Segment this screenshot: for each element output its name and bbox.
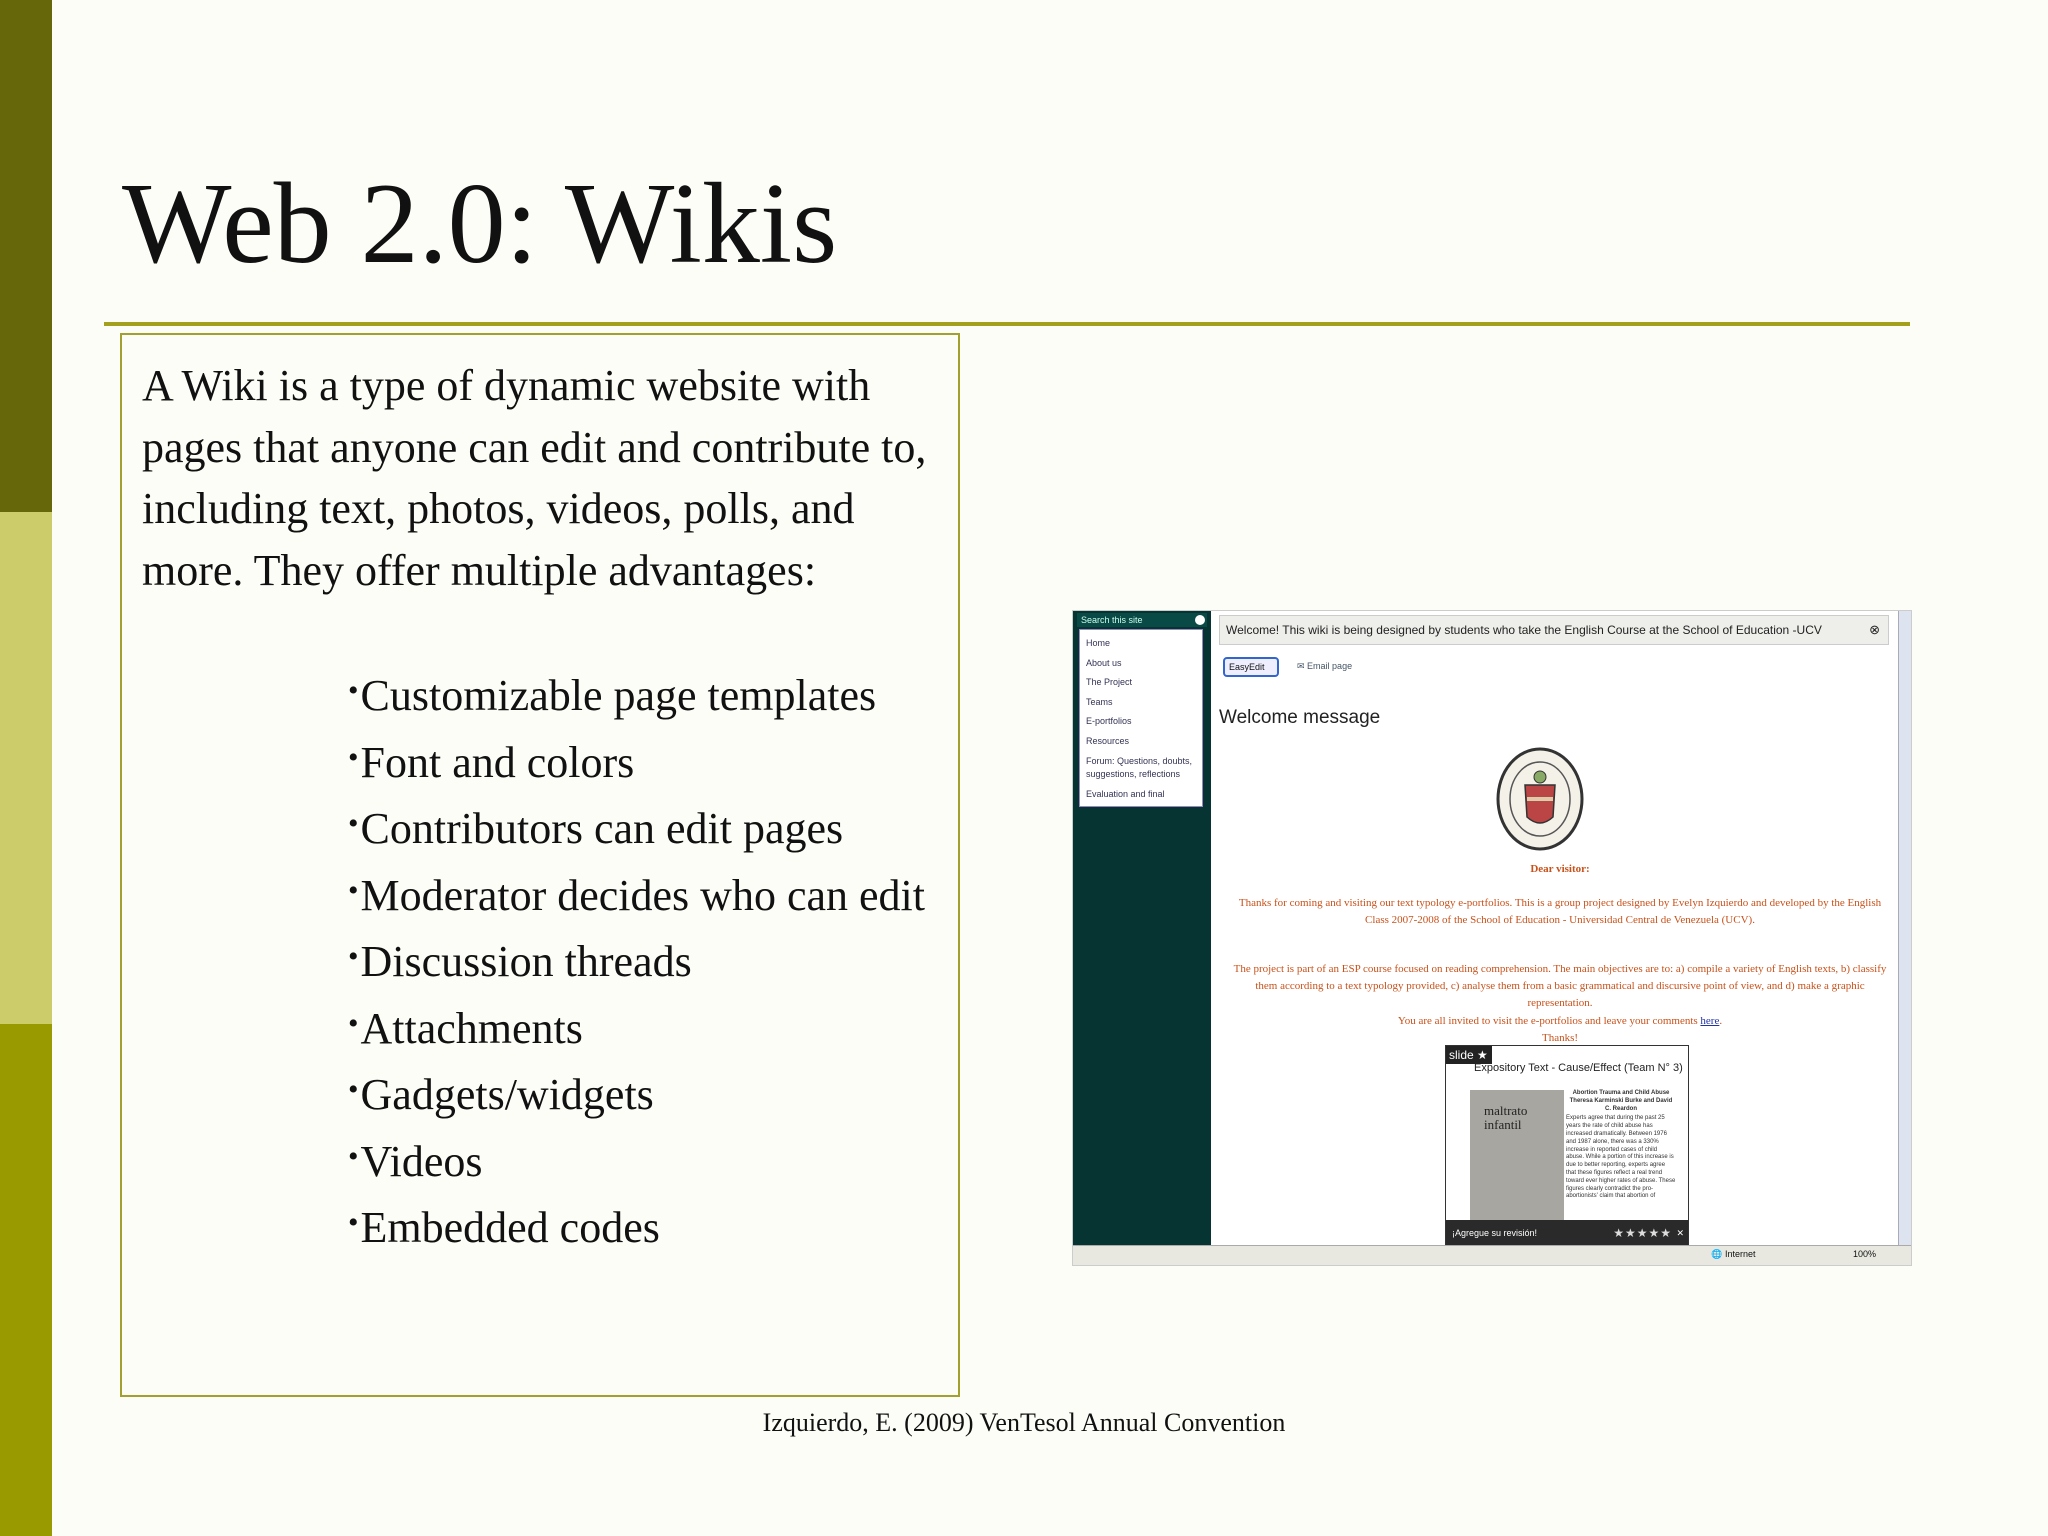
intro-paragraph: A Wiki is a type of dynamic website with pages that anyone can edit and contribute to, including text, photos, videos, polls, and more. They offer multiple advantages: <box>142 361 927 595</box>
bullet-text: Contributors can edit pages <box>360 804 844 853</box>
close-icon[interactable]: ✕ <box>1676 1228 1684 1238</box>
list-item <box>348 727 958 794</box>
advantages-list <box>348 660 958 1259</box>
welcome-paragraph-1: Thanks for coming and visiting our text typology e-portfolios. This is a group project designed by Evelyn Izquierdo and developed by the English Class 2007-2008 of the School of Education - Universidad Central de Venezuela (UCV). <box>1238 897 1882 926</box>
comments-link[interactable]: here <box>1700 1015 1720 1027</box>
bullet-text: Videos <box>360 1136 483 1186</box>
sidebar-item-forum[interactable]: Forum: Questions, doubts, suggestions, reflections <box>1086 756 1193 779</box>
sidebar-item-project[interactable]: The Project <box>1086 677 1133 687</box>
easyedit-button[interactable]: EasyEdit <box>1223 657 1279 677</box>
list-item <box>348 993 958 1060</box>
sidebar-item-about[interactable]: About us <box>1086 657 1122 668</box>
welcome-paragraph-3: You are all invited to visit the e-portfolios and leave your comments here. <box>1397 1015 1723 1027</box>
list-item <box>348 926 958 993</box>
rating-stars-icon[interactable]: ★★★★★ <box>1613 1226 1672 1240</box>
title-divider <box>104 322 1910 326</box>
sidebar-item-eportfolios[interactable]: E-portfolios <box>1086 716 1132 726</box>
search-input[interactable] <box>1077 613 1207 627</box>
dear-visitor: Dear visitor: <box>1530 863 1590 875</box>
bullet-text: Customizable page templates <box>360 671 877 720</box>
bullet-icon: • <box>348 740 359 774</box>
vertical-scrollbar[interactable] <box>1898 611 1911 1247</box>
list-item <box>348 793 958 860</box>
list-item <box>348 1126 958 1193</box>
thanks-text: Thanks! <box>1541 1032 1579 1044</box>
welcome-banner-text: Welcome! This wiki is being designed by students who take the English Course at the School of Education -UCV <box>1226 623 1822 637</box>
bullet-text: Moderator decides who can edit <box>360 870 925 920</box>
citation: Izquierdo, E. (2009) VenTesol Annual Convention <box>762 1408 1286 1437</box>
accent-bar-middle <box>0 512 52 1024</box>
bullet-text: Embedded codes <box>360 1203 660 1252</box>
bullet-icon: • <box>348 674 359 707</box>
text-box <box>120 333 960 1397</box>
bullet-text: Gadgets/widgets <box>360 1070 654 1119</box>
search-go-icon[interactable] <box>1195 615 1205 625</box>
welcome-paragraph-2: The project is part of an ESP course focused on reading comprehension. The main objectives are to: a) compile a variety of English texts, b) classify them according to a text typology provided, c) analyse them from a basic grammatical and discursive point of view, and d) make a graphic representation. <box>1233 963 1887 1009</box>
bullet-icon: • <box>348 1139 359 1173</box>
wiki-main <box>1215 611 1899 1247</box>
list-item <box>348 860 958 927</box>
search-placeholder: Search this site <box>1081 615 1143 625</box>
accent-bar-top <box>0 0 52 512</box>
wiki-sidebar <box>1073 611 1211 1247</box>
sidebar-item-teams[interactable]: Teams <box>1086 696 1113 707</box>
sidebar-item-home[interactable]: Home <box>1086 638 1111 648</box>
bullet-icon: • <box>348 1006 359 1040</box>
bullet-icon: • <box>348 1073 359 1106</box>
zoom-level[interactable]: 100% <box>1853 1249 1877 1259</box>
email-page-label: Email page <box>1307 661 1353 671</box>
list-item <box>348 1059 958 1126</box>
sidebar-item-evaluation[interactable]: Evaluation and final <box>1086 789 1165 799</box>
list-item <box>348 660 958 727</box>
university-seal-icon <box>1495 747 1585 851</box>
article-title: Abortion Trauma and Child Abuse Theresa Karminski Burke and David C. Reardon <box>1569 1090 1673 1112</box>
welcome-heading: Welcome message <box>1219 707 1381 728</box>
globe-icon: 🌐 <box>1711 1249 1723 1259</box>
bullet-icon: • <box>348 940 359 973</box>
article-text: Experts agree that during the past 25 years the rate of child abuse has increased dramatically. Between 1976 and 1987 alone, there was a 330% increase in reported cases of child abuse. While a portion of this increase is due to better reporting, experts agree that these figures reflect a real trend toward ever higher rates of abuse. These figures clearly contradict the pro-abortionists' claim that abortion of <box>1566 1115 1676 1200</box>
accent-bar-bottom <box>0 1024 52 1536</box>
bullet-text: Font and colors <box>360 737 635 787</box>
slide-title: Web 2.0: Wikis <box>122 160 838 288</box>
close-icon[interactable]: ⊗ <box>1869 622 1880 637</box>
review-prompt[interactable]: ¡Agregue su revisión! <box>1452 1228 1538 1238</box>
browser-status-bar <box>1073 1245 1911 1265</box>
slideshow-article <box>1566 1090 1676 1201</box>
slide-logo-text: slide <box>1449 1048 1474 1062</box>
bullet-icon: • <box>348 1206 359 1239</box>
bullet-icon: • <box>348 873 359 907</box>
slideshow-embed[interactable] <box>1445 1045 1689 1247</box>
bullet-text: Attachments <box>360 1003 583 1053</box>
bullet-text: Discussion threads <box>360 937 692 986</box>
status-zone: Internet <box>1725 1249 1756 1259</box>
slideshow-image-label: maltrato infantil <box>1484 1103 1528 1132</box>
bullet-icon: • <box>348 807 359 840</box>
sidebar-nav <box>1079 629 1203 807</box>
invite-text: You are all invited to visit the e-portfolios and leave your comments <box>1397 1015 1698 1027</box>
list-item <box>348 1192 958 1259</box>
slideshow-footer <box>1446 1220 1688 1246</box>
slideshow-image <box>1470 1090 1564 1220</box>
sidebar-item-resources[interactable]: Resources <box>1086 735 1130 746</box>
email-page-link[interactable]: ✉ Email page <box>1297 661 1353 671</box>
welcome-banner <box>1219 615 1889 645</box>
slideshow-title: Expository Text - Cause/Effect (Team N° 3) <box>1474 1062 1683 1074</box>
wiki-screenshot <box>1072 610 1912 1266</box>
slide-logo: slide ★ <box>1446 1046 1492 1064</box>
